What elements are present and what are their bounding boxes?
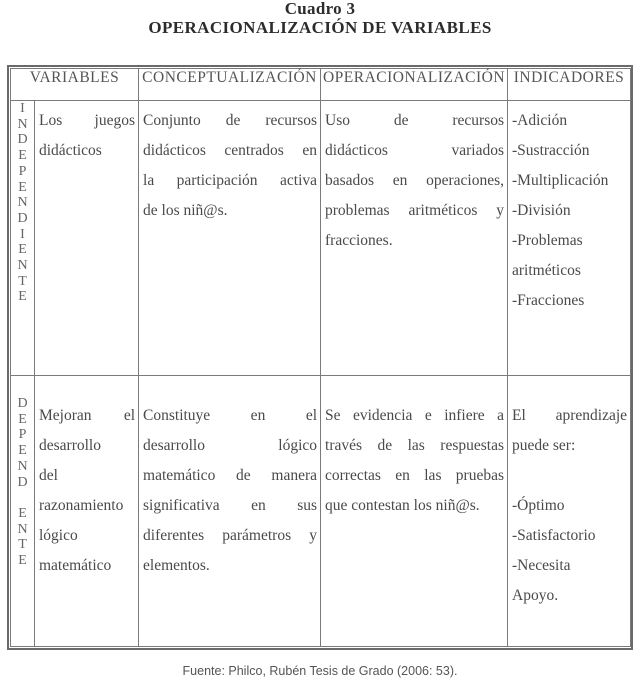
header-conceptualizacion: CONCEPTUALIZACIÓN: [139, 69, 321, 101]
side-label-dependiente: D E P E N D E N T E: [11, 376, 35, 647]
header-indicadores: INDICADORES: [508, 69, 631, 101]
header-variables: VARIABLES: [11, 69, 139, 101]
cell-operacionalizacion: Uso de recursos didácticos variados basados en operaciones, problemas aritméticos y fracciones.: [321, 101, 508, 376]
table-caption-number: Cuadro 3: [284, 0, 356, 18]
cell-operacionalizacion: Se evidencia e infiere a través de las respuestas correctas en las pruebas que contestan los niñ@s.: [321, 376, 508, 647]
source-footnote: Fuente: Philco, Rubén Tesis de Grado (2006: 53).: [182, 664, 458, 678]
cell-variable: Los juegos didácticos: [35, 101, 139, 376]
row-dependiente: [11, 376, 631, 647]
cell-conceptualizacion: Constituye en el desarrollo lógico matemático de manera significativa en sus diferentes parámetros y elementos.: [139, 376, 321, 647]
cell-indicadores: El aprendizaje puede ser: -Óptimo -Satisfactorio -Necesita Apoyo.: [508, 376, 631, 647]
side-label-independiente: I N D E P E N D I E N T E: [11, 101, 35, 376]
row-independiente: [11, 101, 631, 376]
table-caption-title: OPERACIONALIZACIÓN DE VARIABLES: [148, 18, 492, 37]
cell-variable: Mejoran el desarrollo del razonamiento lógico matemático: [35, 376, 139, 647]
header-operacionalizacion: OPERACIONALIZACIÓN: [321, 69, 508, 101]
cell-conceptualizacion: Conjunto de recursos didácticos centrados en la participación activa de los niñ@s.: [139, 101, 321, 376]
header-row: [11, 69, 631, 101]
title-block: [0, 0, 640, 38]
cell-indicadores: -Adición -Sustracción -Multiplicación -División -Problemas aritméticos -Fracciones: [508, 101, 631, 376]
variables-table: [10, 68, 631, 647]
